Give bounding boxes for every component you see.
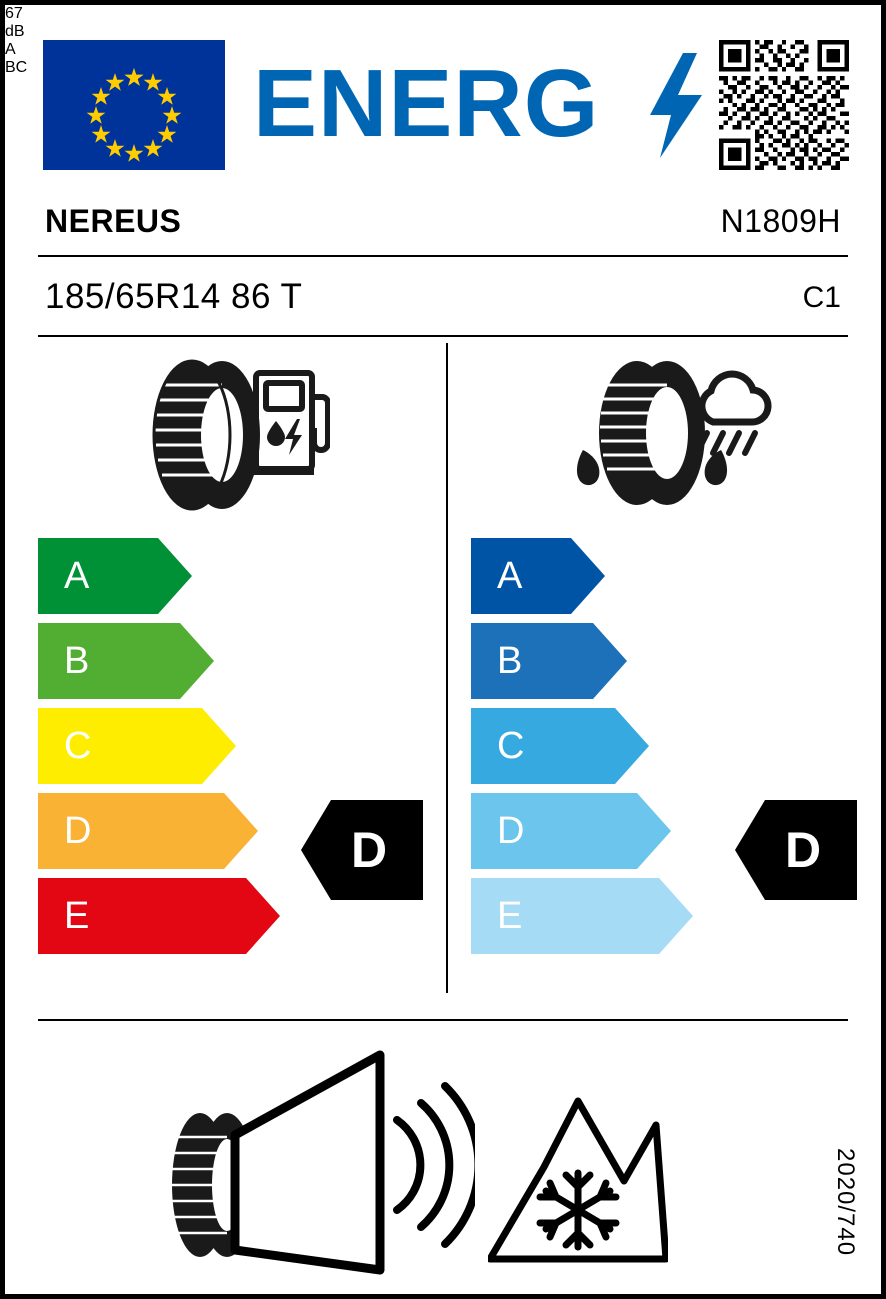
divider-mid — [38, 335, 848, 337]
lightning-bolt-icon — [650, 53, 702, 158]
tyre-fuel-pump-icon — [130, 355, 330, 515]
brand-name: NEREUS — [45, 203, 182, 239]
noise-value: 67 — [5, 5, 23, 22]
grade-letter: A — [497, 555, 523, 597]
result-letter: D — [784, 822, 822, 878]
eu-flag-icon — [43, 40, 225, 170]
noise-class-rest: BC — [5, 59, 28, 76]
qr-code-icon — [719, 40, 849, 170]
tyre-size: 185/65R14 86 T — [45, 277, 303, 316]
divider-vertical — [446, 343, 448, 993]
three-peak-mountain-snowflake-icon — [488, 1095, 668, 1265]
grade-letter: C — [497, 725, 525, 767]
grade-letter: D — [64, 810, 92, 852]
grade-letter: E — [64, 895, 90, 937]
tyre-rain-cloud-icon — [545, 355, 775, 515]
grade-letter: C — [64, 725, 92, 767]
divider-bottom — [38, 1019, 848, 1021]
regulation-code: 2020/740 — [832, 1147, 859, 1256]
model-code: N1809H — [720, 203, 841, 239]
grade-letter: B — [497, 640, 523, 682]
grade-letter: E — [497, 895, 523, 937]
tyre-class: C1 — [802, 281, 841, 314]
result-letter: D — [350, 822, 388, 878]
fuel-efficiency-result — [301, 800, 423, 900]
noise-unit: dB — [5, 23, 25, 40]
page-title: ENERG — [253, 50, 600, 157]
noise-class-active: A — [5, 41, 16, 58]
grade-letter: D — [497, 810, 525, 852]
wet-grip-result — [735, 800, 857, 900]
divider-top — [38, 255, 848, 257]
grade-letter: A — [64, 555, 90, 597]
grade-letter: B — [64, 640, 90, 682]
tyre-loudspeaker-icon — [165, 1045, 475, 1275]
